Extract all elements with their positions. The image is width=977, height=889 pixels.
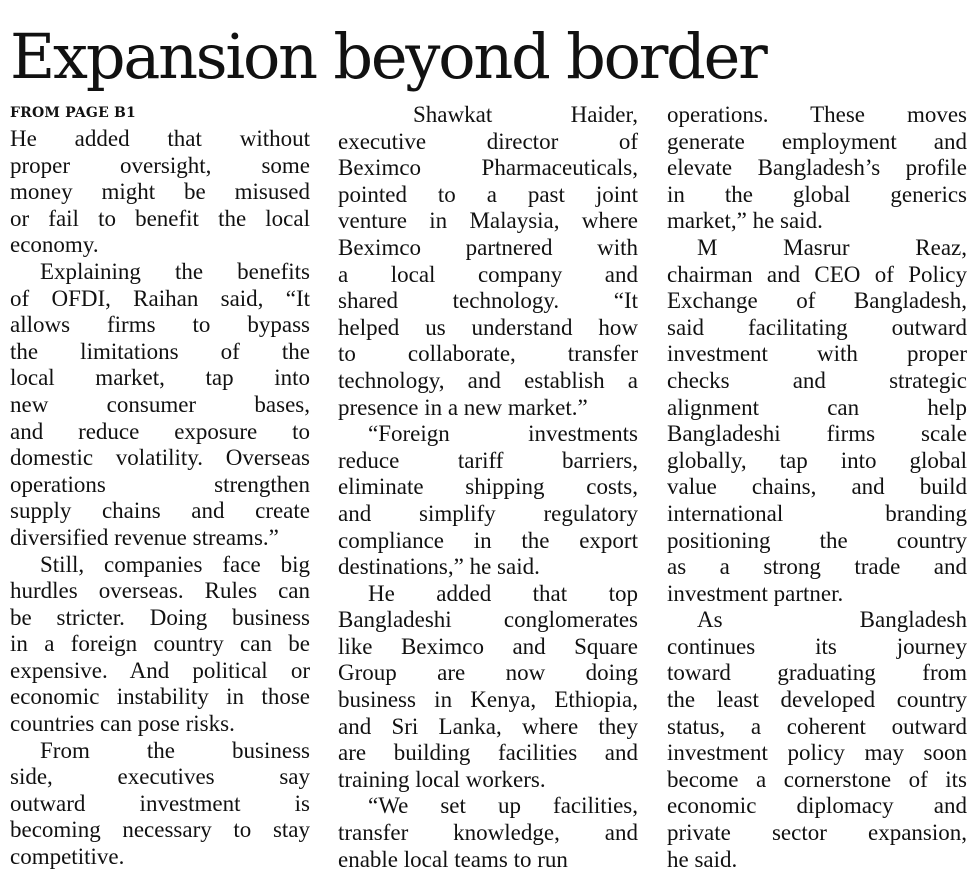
text-line: outward investment is bbox=[10, 790, 310, 816]
text-line: shared technology. “It bbox=[338, 288, 638, 314]
text-line: expensive. And political or bbox=[10, 657, 310, 683]
text-line: private sector expansion, bbox=[667, 820, 967, 846]
text-line: market,” he said. bbox=[667, 208, 823, 234]
text-line: Exchange of Bangladesh, bbox=[667, 288, 967, 314]
text-line: are building facilities and bbox=[338, 740, 638, 766]
text-line: business in Kenya, Ethiopia, bbox=[338, 687, 638, 713]
text-line: chairman and CEO of Policy bbox=[667, 261, 967, 287]
text-line: in a foreign country can be bbox=[10, 631, 310, 657]
column-3-body bbox=[667, 102, 967, 873]
text-line: side, executives say bbox=[10, 764, 310, 790]
text-line: operations strengthen bbox=[10, 471, 310, 497]
text-line: said facilitating outward bbox=[667, 314, 967, 340]
text-line: As Bangladesh bbox=[697, 607, 967, 633]
text-line: technology, and establish a bbox=[338, 367, 638, 393]
text-line: allows firms to bypass bbox=[10, 312, 310, 338]
text-line: He added that top bbox=[368, 580, 638, 606]
paragraph bbox=[10, 259, 310, 552]
text-line: training local workers. bbox=[338, 766, 546, 792]
text-line: destinations,” he said. bbox=[338, 554, 540, 580]
column-2-body bbox=[338, 102, 638, 873]
text-line: money might be misused bbox=[10, 179, 310, 205]
continuation-kicker: FROM PAGE B1 bbox=[10, 105, 136, 121]
text-line: investment with proper bbox=[667, 341, 967, 367]
article-column-3 bbox=[667, 102, 967, 873]
text-line: From the business bbox=[40, 737, 310, 763]
text-line: domestic volatility. Overseas bbox=[10, 445, 310, 471]
text-line: economic instability in those bbox=[10, 684, 310, 710]
text-line: of OFDI, Raihan said, “It bbox=[10, 285, 310, 311]
text-line: in the global generics bbox=[667, 181, 967, 207]
text-line: “We set up facilities, bbox=[368, 793, 638, 819]
text-line: economy. bbox=[10, 232, 99, 258]
text-line: status, a coherent outward bbox=[667, 713, 967, 739]
text-line: transfer knowledge, and bbox=[338, 820, 638, 846]
text-line: checks and strategic bbox=[667, 367, 967, 393]
text-line: diversified revenue streams.” bbox=[10, 524, 279, 550]
text-line: “Foreign investments bbox=[368, 421, 638, 447]
paragraph bbox=[338, 102, 638, 421]
text-line: elevate Bangladesh’s profile bbox=[667, 155, 967, 181]
text-line: the limitations of the bbox=[10, 338, 310, 364]
text-line: he said. bbox=[667, 846, 738, 872]
text-line: be stricter. Doing business bbox=[10, 604, 310, 630]
text-line: a local company and bbox=[338, 261, 638, 287]
paragraph bbox=[667, 607, 967, 873]
text-line: economic diplomacy and bbox=[667, 793, 967, 819]
paragraph bbox=[338, 581, 638, 794]
text-line: investment policy may soon bbox=[667, 740, 967, 766]
text-line: Still, companies face big bbox=[40, 551, 310, 577]
text-line: presence in a new market.” bbox=[338, 394, 588, 420]
text-line: local market, tap into bbox=[10, 365, 310, 391]
text-line: continues its journey bbox=[667, 633, 967, 659]
text-line: Bangladeshi conglomerates bbox=[338, 607, 638, 633]
text-line: executive director of bbox=[338, 128, 638, 154]
text-line: to collaborate, transfer bbox=[338, 341, 638, 367]
text-line: and reduce exposure to bbox=[10, 418, 310, 444]
text-line: eliminate shipping costs, bbox=[338, 474, 638, 500]
text-line: Group are now doing bbox=[338, 660, 638, 686]
text-line: Shawkat Haider, bbox=[413, 102, 638, 127]
text-line: or fail to benefit the local bbox=[10, 205, 310, 231]
text-line: operations. These moves bbox=[667, 102, 967, 127]
text-line: venture in Malaysia, where bbox=[338, 208, 638, 234]
paragraph bbox=[667, 102, 967, 235]
text-line: countries can pose risks. bbox=[10, 711, 235, 737]
text-line: globally, tap into global bbox=[667, 447, 967, 473]
text-line: new consumer bases, bbox=[10, 391, 310, 417]
headline: Expansion beyond border bbox=[10, 20, 766, 93]
text-line: alignment can help bbox=[667, 394, 967, 420]
text-line: proper oversight, some bbox=[10, 152, 310, 178]
text-line: compliance in the export bbox=[338, 527, 638, 553]
text-line: as a strong trade and bbox=[667, 554, 967, 580]
text-line: supply chains and create bbox=[10, 498, 310, 524]
paragraph bbox=[338, 793, 638, 873]
text-line: enable local teams to run bbox=[338, 846, 568, 872]
paragraph bbox=[338, 421, 638, 581]
text-line: reduce tariff barriers, bbox=[338, 447, 638, 473]
text-line: the least developed country bbox=[667, 687, 967, 713]
text-line: Beximco Pharmaceuticals, bbox=[338, 155, 638, 181]
article-column-2 bbox=[338, 102, 638, 873]
text-line: competitive. bbox=[10, 844, 125, 870]
text-line: international branding bbox=[667, 500, 967, 526]
text-line: investment partner. bbox=[667, 580, 844, 606]
text-line: toward graduating from bbox=[667, 660, 967, 686]
text-line: like Beximco and Square bbox=[338, 633, 638, 659]
text-line: pointed to a past joint bbox=[338, 181, 638, 207]
paragraph bbox=[10, 126, 310, 259]
text-line: Beximco partnered with bbox=[338, 234, 638, 260]
text-line: helped us understand how bbox=[338, 314, 638, 340]
text-line: Explaining the benefits bbox=[40, 258, 310, 284]
text-line: generate employment and bbox=[667, 128, 967, 154]
text-line: M Masrur Reaz, bbox=[697, 234, 967, 260]
text-line: and simplify regulatory bbox=[338, 500, 638, 526]
text-line: and Sri Lanka, where they bbox=[338, 713, 638, 739]
paragraph bbox=[10, 552, 310, 738]
text-line: hurdles overseas. Rules can bbox=[10, 578, 310, 604]
paragraph bbox=[667, 235, 967, 607]
text-line: become a cornerstone of its bbox=[667, 766, 967, 792]
article-column-1 bbox=[10, 102, 310, 871]
text-line: positioning the country bbox=[667, 527, 967, 553]
column-1-body bbox=[10, 126, 310, 871]
paragraph bbox=[10, 738, 310, 871]
text-line: He added that without bbox=[10, 126, 310, 151]
text-line: becoming necessary to stay bbox=[10, 817, 310, 843]
text-line: value chains, and build bbox=[667, 474, 967, 500]
text-line: Bangladeshi firms scale bbox=[667, 421, 967, 447]
